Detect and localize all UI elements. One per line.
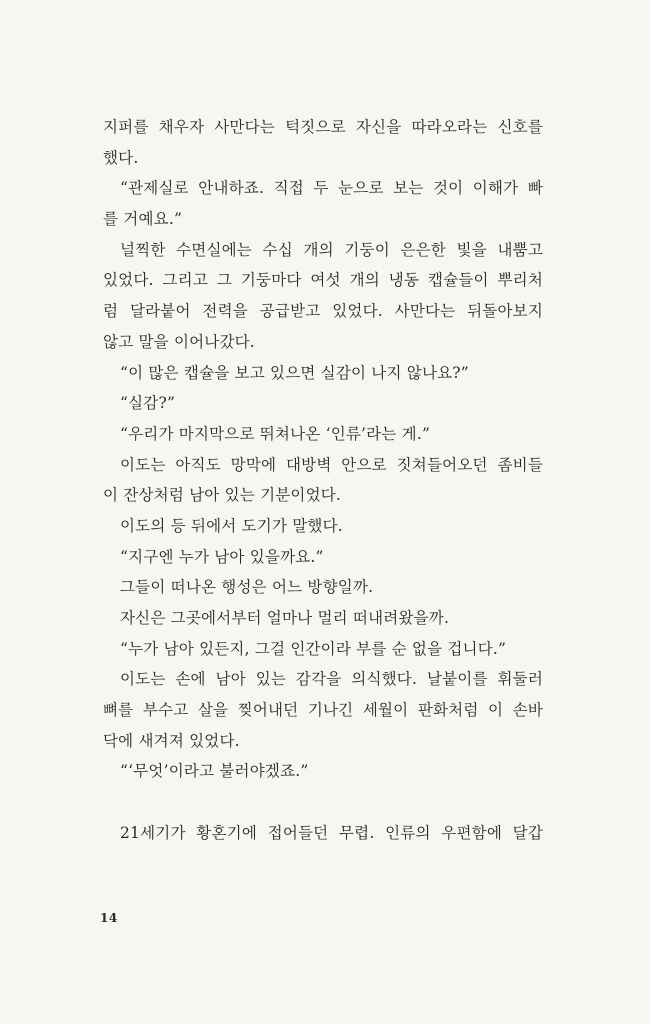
text-line: 닥에 새겨져 있었다.	[103, 731, 240, 750]
text-line: “실감?”	[120, 394, 176, 413]
text-line: 했다.	[103, 148, 139, 167]
text-line: 널찍한 수면실에는 수십 개의 기둥이 은은한 빛을 내뿜고	[120, 240, 543, 259]
text-line: 자신은 그곳에서부터 얼마나 멀리 떠내려왔을까.	[120, 609, 450, 627]
page-number: 14	[100, 911, 118, 925]
text-line: “우리가 마지막으로 뛰쳐나온 ‘인류’라는 게.”	[120, 424, 431, 443]
text-line: 이도는 손에 남아 있는 감각을 의식했다. 날붙이를 휘둘러	[120, 670, 543, 689]
text-line: 이도는 아직도 망막에 대방벽 안으로 짓쳐들어오던 좀비들	[120, 455, 543, 474]
text-line: 이도의 등 뒤에서 도기가 말했다.	[120, 516, 343, 535]
text-line: 이 잔상처럼 남아 있는 기분이었다.	[103, 486, 342, 505]
text-line: “지구엔 누가 남아 있을까요.”	[120, 547, 324, 566]
text-line: “‘무엇’이라고 불러야겠죠.”	[120, 762, 309, 781]
text-line: 있었다. 그리고 그 기둥마다 여섯 개의 냉동 캡슐들이 뿌리처	[103, 271, 543, 290]
text-line: “누가 남아 있든지, 그걸 인간이라 부를 순 없을 겁니다.”	[120, 639, 507, 658]
text-line: 그들이 떠나온 행성은 어느 방향일까.	[120, 578, 374, 597]
text-line: 를 거예요.”	[103, 210, 183, 229]
text-line: 럼 달라붙어 전력을 공급받고 있었다. 사만다는 뒤돌아보지	[103, 302, 543, 321]
text-line: “관제실로 안내하죠. 직접 두 눈으로 보는 것이 이해가 빠	[120, 179, 543, 198]
text-line: 뼈를 부수고 살을 찢어내던 기나긴 세월이 판화처럼 이 손바	[103, 701, 543, 720]
text-line: 않고 말을 이어나갔다.	[103, 332, 255, 351]
body-text	[103, 112, 543, 849]
text-line: 21세기가 황혼기에 접어들던 무렵. 인류의 우편함에 달갑	[120, 824, 543, 843]
text-line: “이 많은 캡슐을 보고 있으면 실감이 나지 않나요?”	[120, 363, 469, 382]
text-line: 지퍼를 채우자 사만다는 턱짓으로 자신을 따라오라는 신호를	[103, 118, 543, 136]
section-break	[103, 787, 543, 818]
